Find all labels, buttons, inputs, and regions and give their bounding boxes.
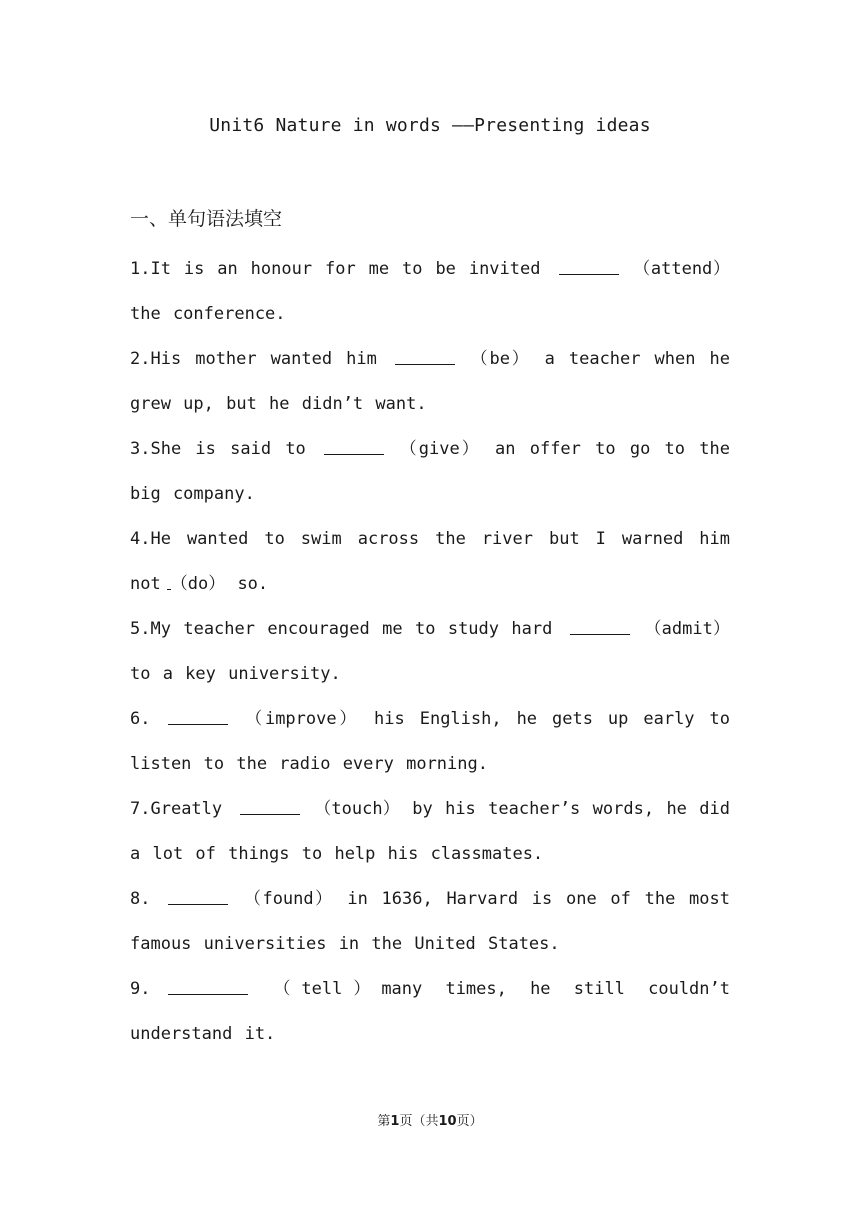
question-hint: （give） xyxy=(397,439,481,459)
footer-middle: 页（共 xyxy=(399,1114,439,1129)
question-text-after: an offer to go to the big company. xyxy=(130,439,743,504)
question-item xyxy=(130,877,743,967)
question-hint: （do） xyxy=(170,574,226,594)
answer-blank[interactable] xyxy=(168,710,228,725)
question-number: 6. xyxy=(130,709,151,729)
question-text-before: His mother wanted him xyxy=(150,349,377,369)
question-hint: （be） xyxy=(468,349,531,369)
question-item xyxy=(130,247,743,337)
answer-blank[interactable] xyxy=(570,620,630,635)
question-item xyxy=(130,337,743,427)
question-text-before: It is an honour for me to be invited xyxy=(150,259,541,279)
question-text-after: by his teacher’s words, he did a lot of things to help his classmates. xyxy=(130,799,743,864)
question-text-after: a teacher when he grew up, but he didn’t want. xyxy=(130,349,743,414)
question-hint: （improve） xyxy=(242,709,360,729)
question-text-after: to a key university. xyxy=(130,619,743,684)
question-number: 3. xyxy=(130,439,151,459)
question-item xyxy=(130,697,743,787)
question-hint: （found） xyxy=(242,889,334,909)
question-text-after: in 1636, Harvard is one of the most famous universities in the United States. xyxy=(130,889,743,954)
footer-prefix: 第 xyxy=(377,1114,391,1129)
question-text-after: his English, he gets up early to listen to the radio every morning. xyxy=(130,709,743,774)
question-number: 4. xyxy=(130,529,151,549)
question-hint: （tell） xyxy=(262,979,382,999)
page-footer xyxy=(0,1110,860,1129)
document-title: Unit6 Nature in words ——Presenting ideas xyxy=(209,115,651,136)
question-item xyxy=(130,787,743,877)
answer-blank[interactable] xyxy=(395,350,455,365)
question-hint: （attend） xyxy=(632,259,730,279)
footer-page-number: 1 xyxy=(390,1114,400,1129)
question-hint: （admit） xyxy=(644,619,730,639)
answer-blank[interactable] xyxy=(324,440,384,455)
question-hint: （touch） xyxy=(314,799,400,819)
question-number: 5. xyxy=(130,619,151,639)
question-item xyxy=(130,967,743,1057)
question-number: 8. xyxy=(130,889,151,909)
answer-blank[interactable] xyxy=(168,890,228,905)
question-item xyxy=(130,607,743,697)
question-text-after: the conference. xyxy=(130,259,743,324)
question-text-before: Greatly xyxy=(150,799,223,819)
question-item xyxy=(130,517,743,607)
question-number: 2. xyxy=(130,349,151,369)
answer-blank[interactable] xyxy=(240,800,300,815)
answer-blank[interactable] xyxy=(559,260,619,275)
answer-blank[interactable] xyxy=(168,980,248,995)
question-text-after: many times, he still couldn’t understand it. xyxy=(130,979,743,1044)
question-list xyxy=(130,247,743,1057)
question-item xyxy=(130,427,743,517)
question-text-before: She is said to xyxy=(150,439,306,459)
question-number: 7. xyxy=(130,799,151,819)
footer-total-pages: 10 xyxy=(438,1114,457,1129)
question-number: 9. xyxy=(130,979,151,999)
question-text-after: so. xyxy=(225,574,269,594)
question-number: 1. xyxy=(130,259,151,279)
question-text-before: My teacher encouraged me to study hard xyxy=(150,619,553,639)
section-heading: 一、单句语法填空 xyxy=(130,208,283,230)
footer-suffix: 页） xyxy=(456,1114,483,1129)
question-text-before: He wanted to swim across the river but I warned him not xyxy=(130,529,743,594)
